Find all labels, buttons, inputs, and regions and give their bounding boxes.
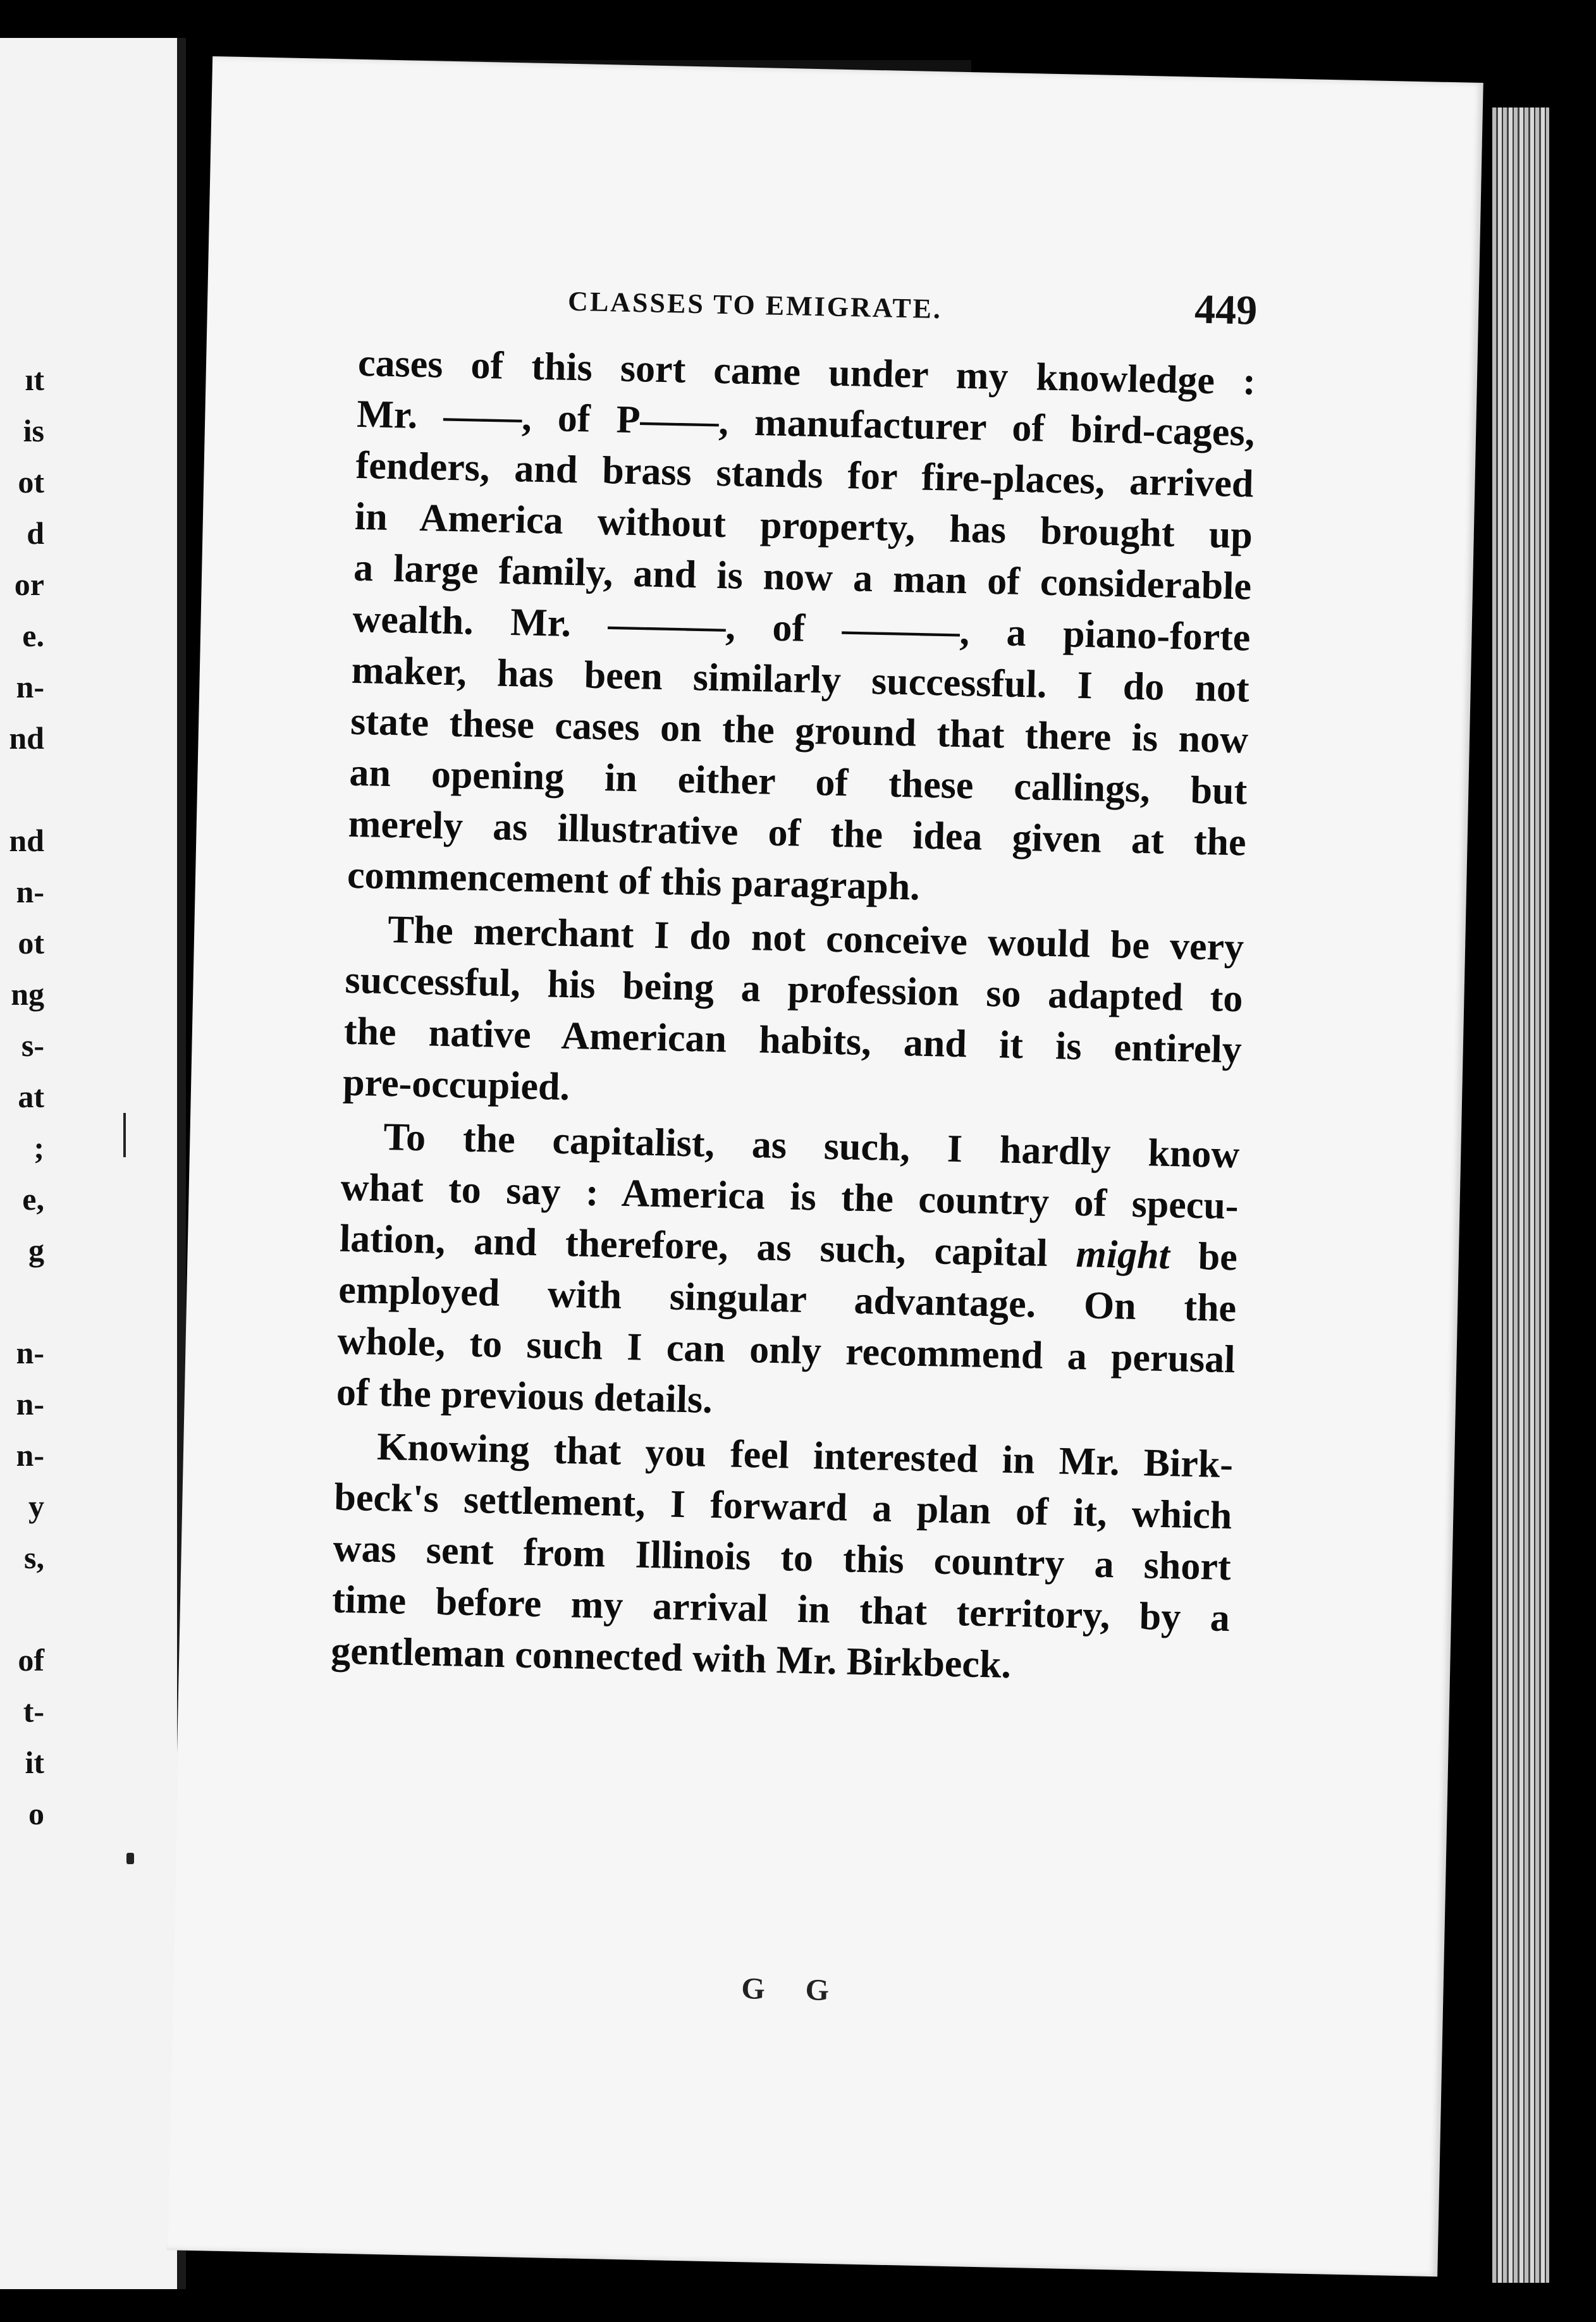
italic-emphasis: might bbox=[1075, 1232, 1170, 1278]
signature-mark: G G bbox=[740, 1972, 846, 2008]
text-line: of the previous details. bbox=[336, 1370, 713, 1422]
left-fragment-line bbox=[0, 764, 44, 815]
text-line: pre-occupied. bbox=[342, 1060, 570, 1109]
left-fragment-line: n- bbox=[16, 1335, 44, 1370]
page-number: 449 bbox=[1194, 286, 1258, 334]
left-fragment-line: nd bbox=[9, 823, 44, 858]
text-line: Mr. ——, of P——, manufacturer of bird-cages, bbox=[356, 392, 1255, 455]
left-page-text-fragments bbox=[0, 354, 44, 1840]
left-fragment-line: d bbox=[27, 515, 44, 551]
text-line: commencement of this paragraph. bbox=[347, 853, 921, 909]
running-head bbox=[567, 273, 1258, 357]
left-fragment-line: n- bbox=[16, 669, 44, 704]
left-fragment-line: e, bbox=[22, 1181, 44, 1217]
text-line: in America without property, has brought up bbox=[354, 494, 1253, 557]
left-fragment-line: nd bbox=[9, 720, 44, 756]
left-fragment-line: e. bbox=[22, 618, 44, 653]
text-line: gentleman connected with Mr. Birkbeck. bbox=[330, 1629, 1012, 1686]
text-line: successful, his being a profession so adapted to bbox=[344, 958, 1244, 1021]
paragraph-capitalist bbox=[336, 1111, 1240, 1437]
left-fragment-line: ng bbox=[11, 976, 44, 1012]
left-fragment-line: o bbox=[28, 1796, 44, 1831]
left-fragment-line: ot bbox=[18, 464, 44, 500]
right-page bbox=[167, 56, 1483, 2276]
left-fragment-line: n- bbox=[16, 874, 44, 909]
margin-pencil-mark bbox=[123, 1113, 126, 1157]
page-block-edges bbox=[1492, 108, 1549, 2283]
left-facing-page bbox=[0, 38, 186, 2289]
left-fragment-line: ıt bbox=[25, 362, 44, 397]
text-line: what to say : America is the country of specu- bbox=[340, 1165, 1239, 1228]
left-fragment-line bbox=[0, 1583, 44, 1635]
left-fragment-line: s, bbox=[24, 1540, 44, 1575]
paragraph-merchant bbox=[342, 904, 1244, 1127]
paragraph-continuation bbox=[347, 338, 1256, 920]
text-line: fenders, and brass stands for fire-places, arrived bbox=[355, 443, 1255, 506]
text-line: cases of this sort came under my knowledge : bbox=[357, 341, 1256, 403]
left-fragment-line: it bbox=[25, 1745, 44, 1780]
left-fragment-line: ot bbox=[18, 925, 44, 961]
text-line: was sent from Illinois to this country a short bbox=[333, 1526, 1232, 1589]
text-run: lation, and therefore, as such, capital bbox=[339, 1217, 1077, 1275]
text-line: employed with singular advantage. On the bbox=[338, 1268, 1237, 1330]
left-fragment-line: at bbox=[18, 1079, 44, 1114]
left-fragment-line: n- bbox=[16, 1437, 44, 1473]
left-fragment-line: g bbox=[28, 1232, 44, 1268]
left-fragment-line: of bbox=[18, 1642, 44, 1678]
left-fragment-line: y bbox=[28, 1489, 44, 1524]
text-line: To the capitalist, as such, I hardly know bbox=[383, 1115, 1240, 1177]
margin-ink-dot bbox=[126, 1853, 134, 1864]
left-fragment-line: ; bbox=[34, 1130, 44, 1165]
text-line: merely as illustrative of the idea given at the bbox=[348, 802, 1247, 864]
text-line: The merchant I do not conceive would be very bbox=[387, 908, 1244, 969]
left-fragment-line: or bbox=[14, 567, 44, 602]
text-line: a large family, and is now a man of considerable bbox=[353, 546, 1252, 608]
text-line: the native American habits, and it is entirely bbox=[343, 1009, 1243, 1072]
text-line: state these cases on the ground that there is now bbox=[350, 699, 1249, 762]
text-line: an opening in either of these callings, but bbox=[348, 751, 1248, 813]
text-line: whole, to such I can only recommend a perusal bbox=[337, 1319, 1236, 1382]
paragraph-birkbeck bbox=[331, 1421, 1234, 1696]
text-line: time before my arrival in that territory, by a bbox=[331, 1578, 1231, 1640]
left-fragment-line: is bbox=[23, 413, 44, 448]
left-fragment-line: s- bbox=[21, 1028, 44, 1063]
text-line: wealth. Mr. ———, of ———, a piano-forte bbox=[352, 597, 1251, 660]
page-content bbox=[331, 268, 1258, 1695]
text-line: beck's settlement, I forward a plan of it, which bbox=[333, 1475, 1232, 1538]
left-fragment-line: n- bbox=[16, 1386, 44, 1422]
text-line: Knowing that you feel interested in Mr. Birk- bbox=[376, 1425, 1234, 1487]
left-fragment-line: t- bbox=[23, 1693, 44, 1729]
left-fragment-line bbox=[0, 1276, 44, 1327]
text-run: be bbox=[1169, 1234, 1238, 1279]
text-line: maker, has been similarly successful. I do not bbox=[351, 648, 1250, 711]
running-title: CLASSES TO EMIGRATE. bbox=[567, 285, 943, 325]
